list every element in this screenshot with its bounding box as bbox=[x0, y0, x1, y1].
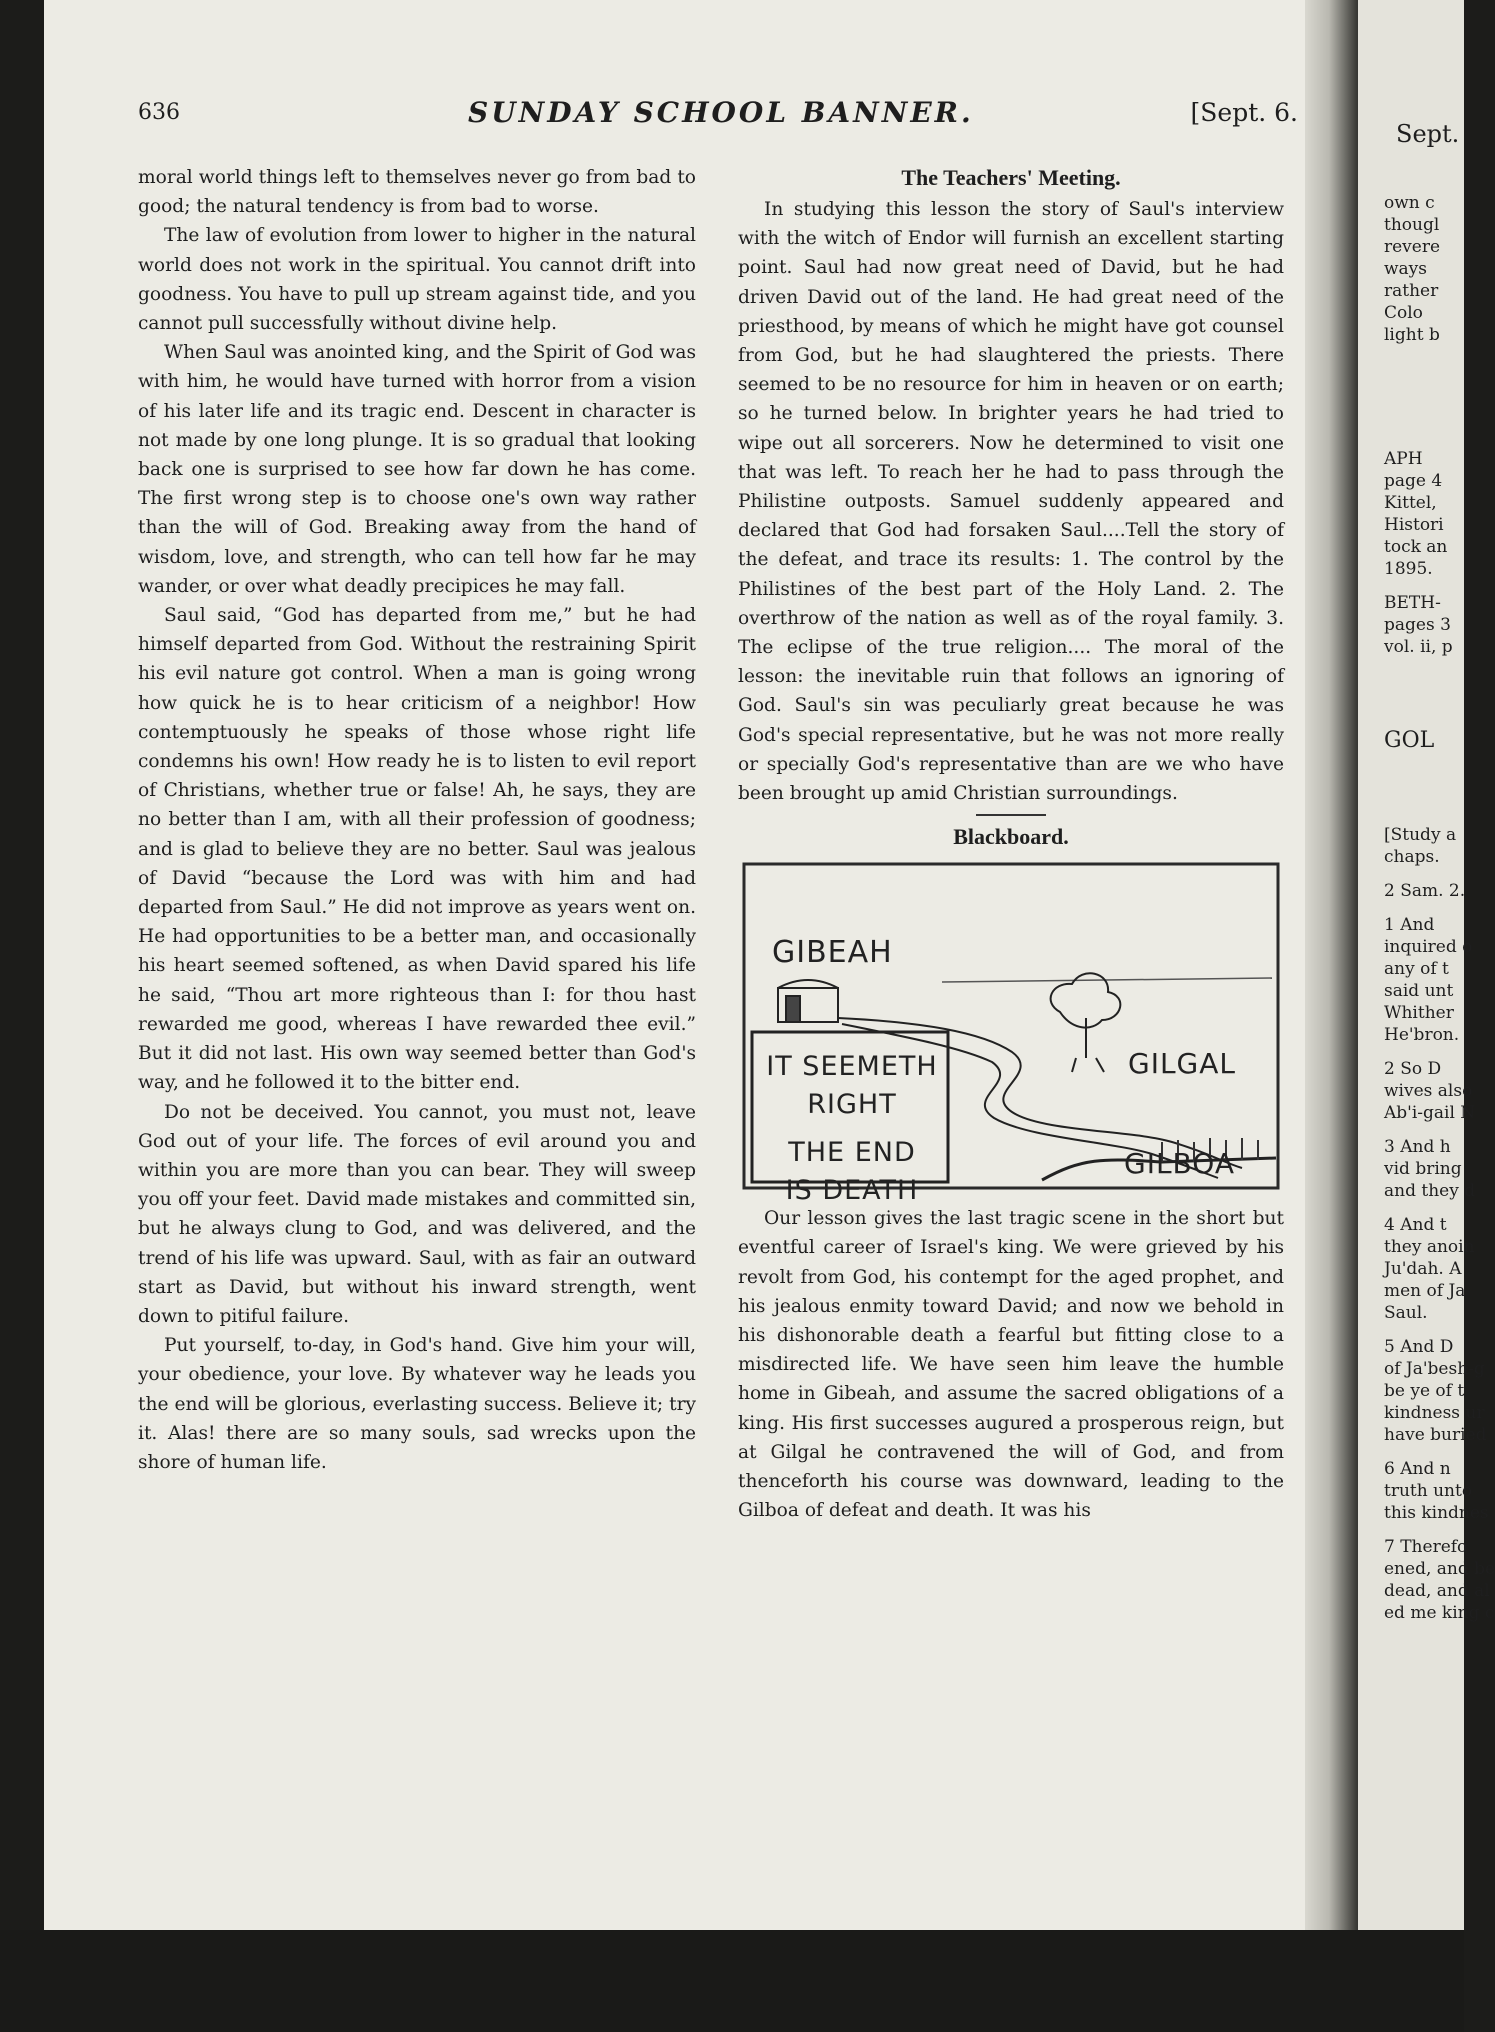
paragraph: moral world things left to themselves never go from bad to good; the natural tendency is from bad to worse. bbox=[138, 167, 696, 218]
adjacent-page-line: any of t bbox=[1384, 959, 1449, 979]
sign-line: IS DEATH bbox=[785, 1175, 919, 1207]
adjacent-page-line: men of Ja bbox=[1384, 1281, 1466, 1301]
adjacent-page-line: vid bring bbox=[1384, 1159, 1462, 1179]
paragraph: Our lesson gives the last tragic scene in the short but eventful career of Israel's king. We were grieved by his revolt from God, his contempt for the aged prophet, and his jealous enmity toward David; and now we behold in his dishonorable death a fearful but fitting close to a misdirected life. We have seen him leave the humble home in Gibeah, and assume the sacred obligations of a king. His first successes augured a prosperous reign, but at Gilgal he contravened the will of God, and from thenceforth his course was downward, leading to the Gilboa of defeat and death. It was his bbox=[738, 1208, 1284, 1522]
adjacent-page-line: be ye of t bbox=[1384, 1381, 1465, 1401]
adjacent-page-line: ened, and be bbox=[1384, 1559, 1495, 1579]
adjacent-page-fragment bbox=[1358, 0, 1495, 1930]
paragraph: When Saul was anointed king, and the Spirit of God was with him, he would have turned with horror from a vision of his later life and its tragic end. Descent in character is not made by one long plunge. It is so gradual that looking back one is surprised to see how far down he has come. The first wrong step is to choose one's own way rather than the will of God. Breaking away from the hand of wisdom, love, and strength, who can tell how far he may wander, or over what deadly precipices he may fall. bbox=[138, 342, 696, 597]
adjacent-page-line: this kindnes bbox=[1384, 1503, 1489, 1523]
adjacent-page-line: Histori bbox=[1384, 515, 1444, 535]
sign-line: IT SEEMETH bbox=[766, 1051, 938, 1083]
adjacent-page-line: 6 And n bbox=[1384, 1459, 1451, 1479]
adjacent-page-line: 2 Sam. 2. bbox=[1384, 881, 1466, 901]
adjacent-page-line: wives also bbox=[1384, 1081, 1473, 1101]
adjacent-page-line: pages 3 bbox=[1384, 615, 1451, 635]
running-title: SUNDAY SCHOOL BANNER. bbox=[468, 96, 974, 129]
paragraph: Saul said, “God has departed from me,” but he had himself departed from God. Without the restraining Spirit his evil nature got control. When a man is going wrong how quick he is to hear criticism of a neighbor! How contemptuously he speaks of those whose right life condemns his own! How ready he is to listen to evil report of Christians, whether true or false! Ah, he says, they are no better than I am, with all their profession of goodness; and is glad to believe they are no better. Saul was jealous of David “because the Lord was with him and had departed from Saul.” He did not improve as years went on. He had opportunities to be a better man, and occasionally his heart seemed softened, as when David spared his life he said, “Thou art more righteous than I: for thou hast rewarded me good, whereas I have rewarded thee evil.” But it did not last. His own way seemed better than God's way, and he followed it to the bitter end. bbox=[138, 605, 696, 1094]
adjacent-page-line: GOL bbox=[1384, 728, 1435, 753]
adjacent-page-line: have buried bbox=[1384, 1425, 1487, 1445]
adjacent-page-line: 4 And t bbox=[1384, 1215, 1447, 1235]
sign-text bbox=[762, 1048, 942, 1210]
adjacent-page-line: Ab'i-gail N bbox=[1384, 1103, 1476, 1123]
left-column bbox=[138, 163, 696, 1477]
paragraph: Put yourself, to-day, in God's hand. Give him your will, your obedience, your love. By whatever way he leads you the end will be glorious, everlasting success. Believe it; try it. Alas! there are so many souls, sad wrecks upon the shore of human life. bbox=[138, 1335, 696, 1473]
adjacent-page-line: said unt bbox=[1384, 981, 1454, 1001]
section-divider bbox=[976, 814, 1046, 816]
adjacent-page-line: vol. ii, p bbox=[1384, 637, 1453, 657]
adjacent-page-line: thougl bbox=[1384, 215, 1440, 235]
adjacent-page-line: revere bbox=[1384, 237, 1441, 257]
gibeah-house bbox=[778, 980, 838, 1022]
blackboard-heading: Blackboard. bbox=[953, 824, 1069, 850]
adjacent-page-line: 1895. bbox=[1384, 559, 1433, 579]
adjacent-page-line: page 4 bbox=[1384, 471, 1443, 491]
teachers-meeting-heading: The Teachers' Meeting. bbox=[901, 165, 1121, 190]
adjacent-page-line: Whither bbox=[1384, 1003, 1454, 1023]
adjacent-page-line: 1 And bbox=[1384, 915, 1435, 935]
blackboard-illustration bbox=[742, 862, 1280, 1207]
adjacent-page-line: Ju'dah. A bbox=[1384, 1259, 1462, 1279]
adjacent-page-line: and they d bbox=[1384, 1181, 1476, 1201]
right-column bbox=[738, 163, 1284, 1526]
adjacent-page-line: Saul. bbox=[1384, 1303, 1428, 1323]
adjacent-page-line: dead, and al bbox=[1384, 1581, 1490, 1601]
page-header bbox=[138, 96, 1298, 136]
header-date: [Sept. 6. bbox=[1190, 98, 1298, 127]
page-number: 636 bbox=[138, 100, 180, 125]
paragraph: The law of evolution from lower to higher in the natural world does not work in the spiritual. You cannot drift into goodness. You have to pull up stream against tide, and you cannot pull successfully without divine help. bbox=[138, 225, 696, 335]
adjacent-page-line: truth unto bbox=[1384, 1481, 1473, 1501]
sign-line: RIGHT bbox=[807, 1089, 897, 1121]
adjacent-page-line: 7 Therefo bbox=[1384, 1537, 1468, 1557]
adjacent-page-line: 5 And D bbox=[1384, 1337, 1454, 1357]
adjacent-page-line: [Study a bbox=[1384, 825, 1457, 845]
adjacent-page-line: He'bron. bbox=[1384, 1025, 1460, 1045]
adjacent-page-line: APH bbox=[1384, 449, 1423, 469]
adjacent-page-line: 3 And h bbox=[1384, 1137, 1451, 1157]
adjacent-page-line: they anoin bbox=[1384, 1237, 1475, 1257]
sign-line: THE END bbox=[788, 1137, 916, 1169]
scan-bottom-edge bbox=[0, 1930, 1464, 2032]
gilgal-tree bbox=[1051, 974, 1121, 1073]
adjacent-page-line: chaps. bbox=[1384, 847, 1440, 867]
adjacent-page-line: inquired o bbox=[1384, 937, 1473, 957]
gibeah-label: GIBEAH bbox=[772, 935, 893, 971]
adjacent-page-line: 2 So D bbox=[1384, 1059, 1442, 1079]
adjacent-page-line: Colo bbox=[1384, 303, 1423, 323]
paragraph: In studying this lesson the story of Saul's interview with the witch of Endor will furnish an excellent starting point. Saul had now great need of David, but he had driven David out of the land. He had great need of the priesthood, by means of which he might have got counsel from God, but he had slaughtered the priests. There seemed to be no resource for him in heaven or on earth; so he turned below. In brighter years he had tried to wipe out all sorcerers. Now he determined to visit one that was left. To reach her he had to pass through the Philistine outposts. Samuel suddenly appeared and declared that God had forsaken Saul....Tell the story of the defeat, and trace its results: 1. The control by the Philistines of the best part of the Holy Land. 2. The overthrow of the nation as well as of the royal family. 3. The eclipse of the true religion.... The moral of the lesson: the inevitable ruin that follows an ignoring of God. Saul's sin was peculiarly great because he was God's special representative, but he was not more really or specially God's representative than are we who have been brought up amid Christian surroundings. bbox=[738, 199, 1284, 805]
adjacent-page-line: ways bbox=[1384, 259, 1428, 279]
adjacent-page-line: kindness ur bbox=[1384, 1403, 1485, 1423]
gilboa-label: GILBOA bbox=[1124, 1147, 1235, 1181]
paragraph: Do not be deceived. You cannot, you must not, leave God out of your life. The forces of evil around you and within you are more than you can bear. They will sweep you off your feet. David made mistakes and committed sin, but he always clung to God, and was delivered, and the trend of his life was upward. Saul, with as fair an outward start as David, but without his inward strength, went down to pitiful failure. bbox=[138, 1101, 696, 1327]
gilgal-label: GILGAL bbox=[1128, 1047, 1237, 1081]
adjacent-page-line: light b bbox=[1384, 325, 1440, 345]
adjacent-page-line: of Ja'besh-g bbox=[1384, 1359, 1485, 1379]
adjacent-page-header: Sept. bbox=[1396, 120, 1460, 148]
book-spine-shadow bbox=[1305, 0, 1365, 1930]
adjacent-page-line: own c bbox=[1384, 193, 1435, 213]
adjacent-page-line: Kittel, bbox=[1384, 493, 1437, 513]
adjacent-page-line: ed me king c bbox=[1384, 1603, 1495, 1623]
adjacent-page-line: BETH- bbox=[1384, 593, 1441, 613]
adjacent-page-line: rather bbox=[1384, 281, 1439, 301]
adjacent-page-line: tock an bbox=[1384, 537, 1448, 557]
